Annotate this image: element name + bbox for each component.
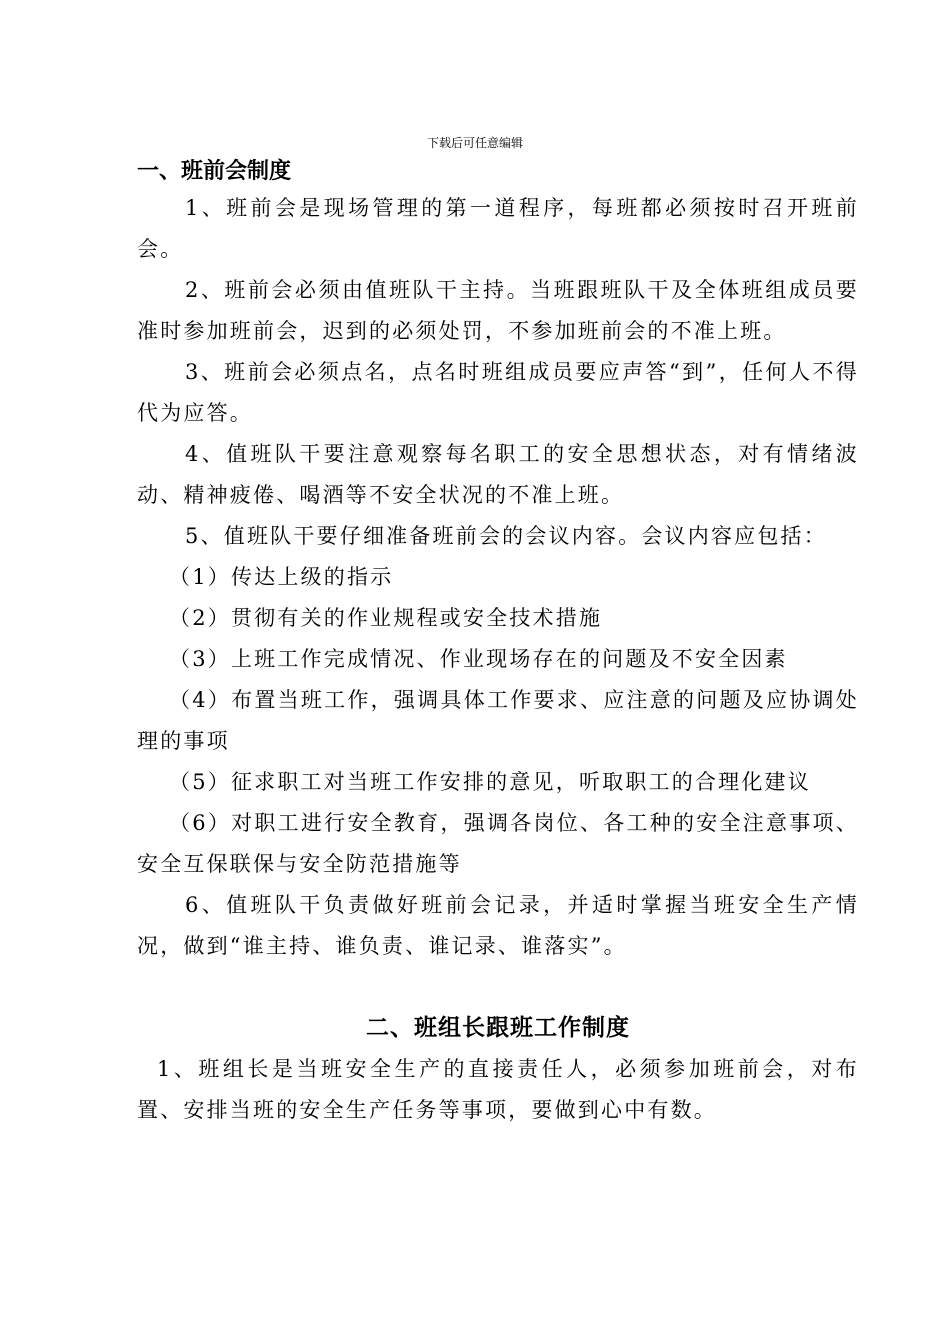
list-item: （3）上班工作完成情况、作业现场存在的问题及不安全因素 — [169, 647, 788, 671]
document-body — [137, 156, 859, 1131]
list-item: （1）传达上级的指示 — [169, 565, 394, 589]
list-item: （6）对职工进行安全教育，强调各岗位、各工种的安全注意事项、安全互保联保与安全防范措施等 — [137, 811, 859, 876]
list-item: （2）贯彻有关的作业规程或安全技术措施 — [169, 606, 603, 630]
paragraph: 1、班组长是当班安全生产的直接责任人，必须参加班前会，对布置、安排当班的安全生产任务等事项，要做到心中有数。 — [137, 1057, 859, 1122]
list-item: （4）布置当班工作，强调具体工作要求、应注意的问题及应协调处理的事项 — [137, 688, 859, 753]
section-spacer — [137, 967, 859, 1007]
section-title: 二、班组长跟班工作制度 — [366, 1015, 630, 1041]
section-title: 一、班前会制度 — [137, 159, 292, 184]
paragraph: 2、班前会必须由值班队干主持。当班跟班队干及全体班组成员要准时参加班前会，迟到的必须处罚，不参加班前会的不准上班。 — [137, 278, 859, 343]
paragraph: 3、班前会必须点名，点名时班组成员要应声答“到”，任何人不得代为应答。 — [137, 360, 859, 425]
paragraph: 5、值班队干要仔细准备班前会的会议内容。会议内容应包括： — [185, 524, 827, 548]
paragraph: 4、值班队干要注意观察每名职工的安全思想状态，对有情绪波动、精神疲倦、喝酒等不安全状况的不准上班。 — [137, 442, 859, 507]
header-note: 下载后可任意编辑 — [426, 136, 523, 150]
paragraph: 6、值班队干负责做好班前会记录，并适时掌握当班安全生产情况，做到“谁主持、谁负责、谁记录、谁落实”。 — [137, 893, 859, 958]
paragraph: 1、班前会是现场管理的第一道程序，每班都必须按时召开班前会。 — [137, 196, 859, 261]
list-item: （5）征求职工对当班工作安排的意见，听取职工的合理化建议 — [169, 770, 811, 794]
